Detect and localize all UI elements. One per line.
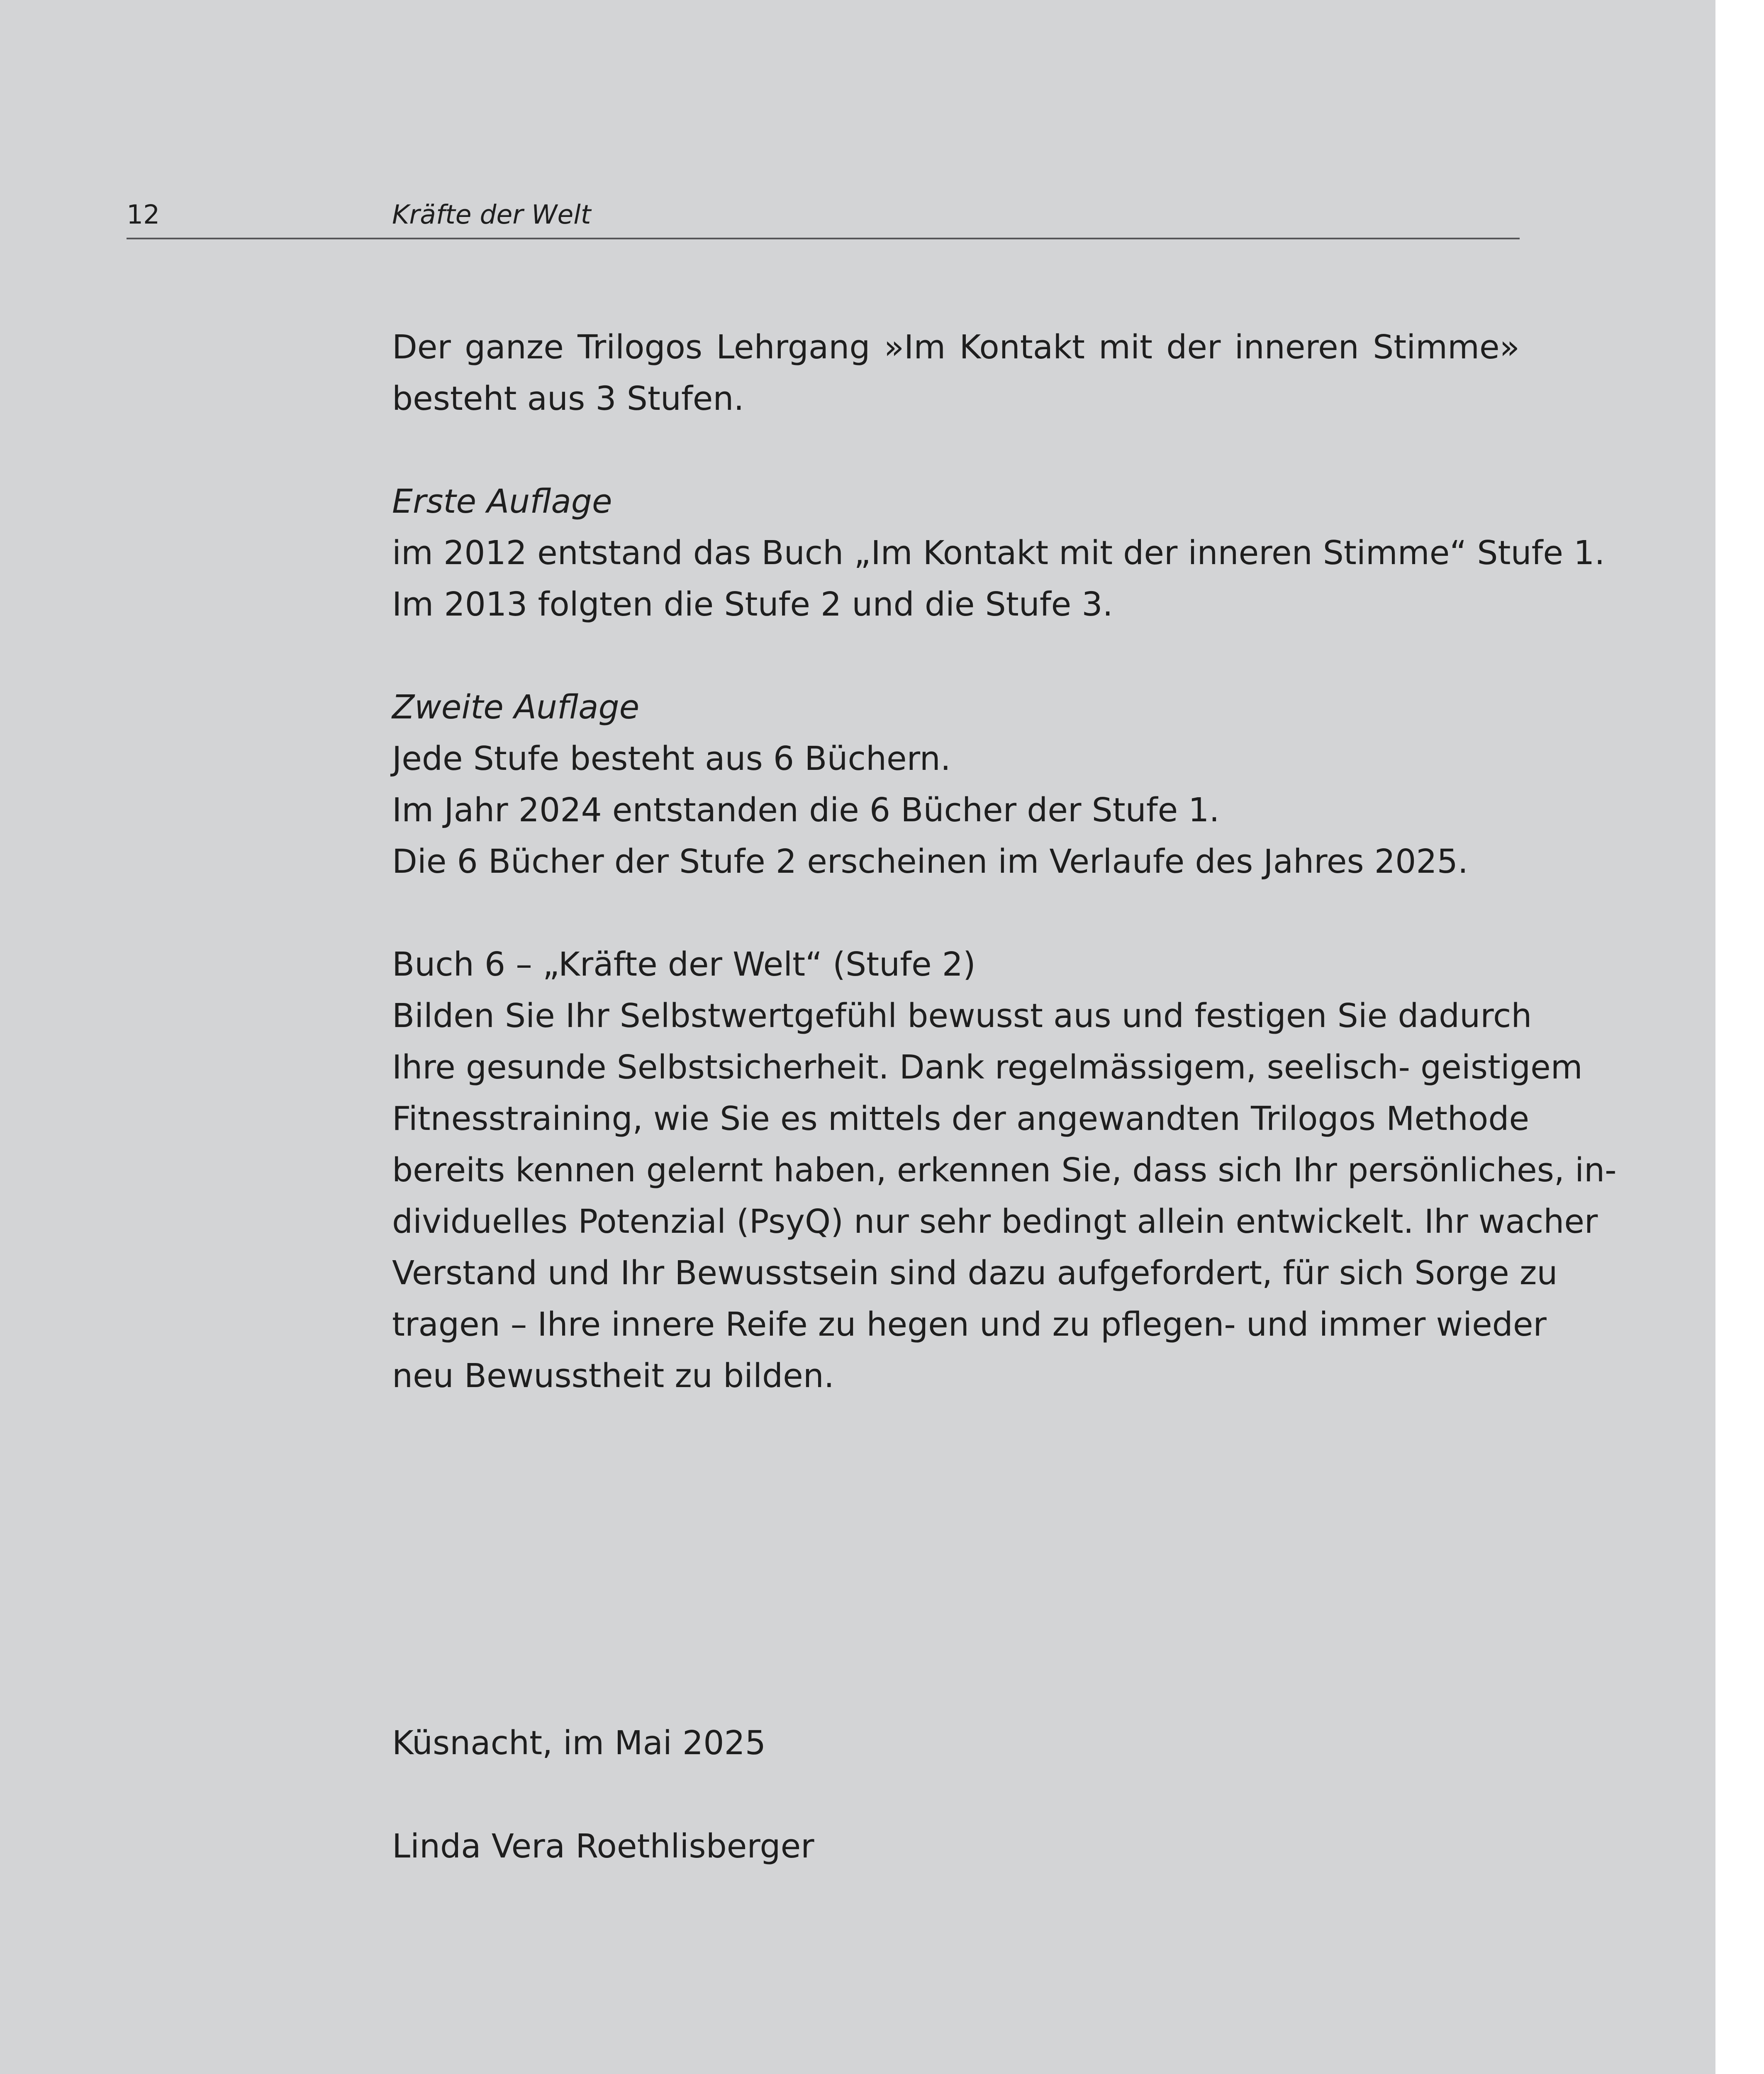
header-rule xyxy=(127,238,1520,239)
page-number: 12 xyxy=(127,200,160,230)
book-line: bereits kennen gelernt haben, erkennen Sie, dass sich Ihr persönliches, in- xyxy=(392,1151,1617,1189)
page-margin-strip xyxy=(1715,0,1764,2074)
book-line: neu Bewusstheit zu bilden. xyxy=(392,1357,834,1395)
book-line: Ihre gesunde Selbstsicherheit. Dank regelmässigem, seelisch- geistigem xyxy=(392,1048,1583,1086)
second-edition-line: Die 6 Bücher der Stufe 2 erscheinen im Verlaufe des Jahres 2025. xyxy=(392,842,1468,881)
place-date: Küsnacht, im Mai 2025 xyxy=(392,1724,766,1762)
intro-line: Der ganze Trilogos Lehrgang »Im Kontakt mit der inneren Stimme» xyxy=(392,328,1520,366)
second-edition-line: Im Jahr 2024 entstanden die 6 Bücher der Stufe 1. xyxy=(392,791,1220,829)
book-line: Fitnesstraining, wie Sie es mittels der angewandten Trilogos Methode xyxy=(392,1100,1530,1138)
closing-author-block xyxy=(392,1821,1520,1872)
first-edition-line: Im 2013 folgten die Stufe 2 und die Stufe 3. xyxy=(392,585,1113,623)
author-name: Linda Vera Roethlisberger xyxy=(392,1827,814,1865)
first-edition-line: im 2012 entstand das Buch „Im Kontakt mit der inneren Stimme“ Stufe 1. xyxy=(392,534,1605,572)
closing-place-date-block xyxy=(392,1717,1520,1769)
book-line: tragen – Ihre innere Reife zu hegen und zu pflegen- und immer wieder xyxy=(392,1305,1547,1344)
book-line: Bilden Sie Ihr Selbstwertgefühl bewusst aus und festigen Sie dadurch xyxy=(392,997,1532,1035)
book-section xyxy=(392,939,1617,1402)
book-line: Verstand und Ihr Bewusstsein sind dazu aufgefordert, für sich Sorge zu xyxy=(392,1254,1558,1292)
running-title: Kräfte der Welt xyxy=(392,200,591,230)
body-text xyxy=(392,321,1617,1402)
first-edition-section xyxy=(392,476,1605,630)
intro-line: besteht aus 3 Stufen. xyxy=(392,380,744,418)
paragraph-gap xyxy=(392,887,1520,939)
book-heading: Buch 6 – „Kräfte der Welt“ (Stufe 2) xyxy=(392,945,976,983)
intro-paragraph xyxy=(392,321,1520,424)
second-edition-line: Jede Stufe besteht aus 6 Büchern. xyxy=(392,740,951,778)
second-edition-section xyxy=(392,682,1520,887)
book-line: dividuelles Potenzial (PsyQ) nur sehr bedingt allein entwickelt. Ihr wacher xyxy=(392,1203,1598,1241)
second-edition-heading: Zweite Auflage xyxy=(392,688,640,726)
paragraph-gap xyxy=(392,630,1520,682)
running-header xyxy=(127,195,1520,236)
first-edition-heading: Erste Auflage xyxy=(392,482,612,521)
paragraph-gap xyxy=(392,424,1520,476)
